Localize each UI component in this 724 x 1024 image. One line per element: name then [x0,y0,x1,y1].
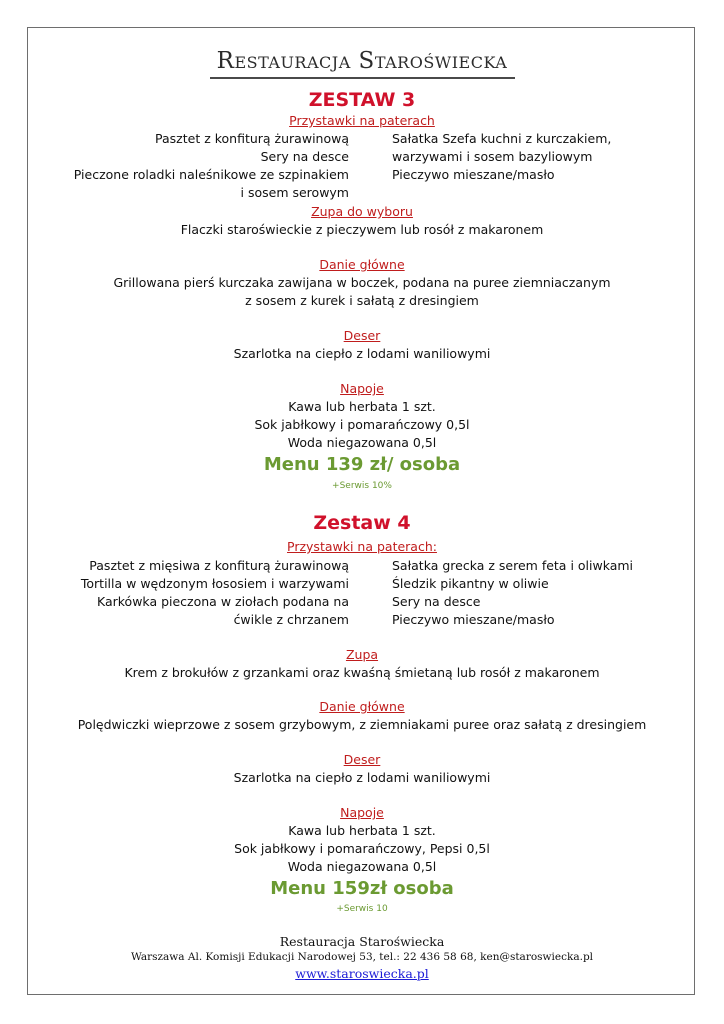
set3-appetizer-left-4: i sosem serowym [240,185,349,200]
set4-drink-2: Sok jabłkowy i pomarańczowy, Pepsi 0,5l [234,841,490,856]
set4-dessert-header: Deser [343,752,381,767]
set4-appetizer-right-3: Sery na desce [392,594,481,609]
set3-appetizer-right-3: Pieczywo mieszane/masło [392,167,555,182]
footer-restaurant-name: Restauracja Staroświecka [279,934,445,949]
set3-appetizer-right-1: Sałatka Szefa kuchni z kurczakiem, [392,131,612,146]
set4-appetizer-right-1: Sałatka grecka z serem feta i oliwkami [392,558,634,573]
set4-appetizer-left-3: Karkówka pieczona w ziołach podana na [96,594,349,609]
set4-drink-3: Woda niegazowana 0,5l [287,859,437,874]
set4-appetizer-left-4: ćwikle z chrzanem [233,612,349,627]
set4-title: Zestaw 4 [313,512,411,534]
set4-drink-1: Kawa lub herbata 1 szt. [288,823,436,838]
set3-title: ZESTAW 3 [308,89,416,111]
set4-drinks-header: Napoje [340,805,384,820]
set3-drink-1: Kawa lub herbata 1 szt. [288,399,436,414]
set3-dessert-header: Deser [343,328,381,343]
set3-appetizer-left-3: Pieczone roladki naleśnikowe ze szpinakiem [73,167,349,182]
restaurant-logo: Restauracja Staroświecka [216,48,508,74]
set4-service: +Serwis 10 [336,904,388,914]
set3-drinks-header: Napoje [340,381,384,396]
set3-dessert: Szarlotka na ciepło z lodami waniliowymi [233,346,491,361]
set4-price: Menu 159zł osoba [270,878,454,899]
set4-appetizer-left-2: Tortilla w wędzonym łososiem i warzywami [80,576,349,591]
set3-main-line-2: z sosem z kurek i sałatą z dresingiem [245,293,479,308]
set3-price: Menu 139 zł/ osoba [263,454,461,475]
set4-main-header: Danie główne [319,699,405,714]
logo-underline [210,77,515,79]
set4-dessert: Szarlotka na ciepło z lodami waniliowymi [233,770,491,785]
set4-soup: Krem z brokułów z grzankami oraz kwaśną śmietaną lub rosół z makaronem [124,665,600,680]
set4-appetizer-left-1: Pasztet z mięsiwa z konfiturą żurawinową [89,558,349,573]
set3-drink-3: Woda niegazowana 0,5l [287,435,437,450]
set3-main-line-1: Grillowana pierś kurczaka zawijana w boczek, podana na puree ziemniaczanym [113,275,611,290]
set4-soup-header: Zupa [345,647,379,662]
set3-appetizers-header: Przystawki na paterach [289,113,435,128]
set3-soup-header: Zupa do wyboru [311,204,413,219]
set3-appetizer-left-2: Sery na desce [260,149,349,164]
set4-appetizer-right-4: Pieczywo mieszane/masło [392,612,555,627]
set3-service: +Serwis 10% [332,481,392,491]
set3-appetizer-right-2: warzywami i sosem bazyliowym [392,149,593,164]
set4-appetizers-header: Przystawki na paterach: [287,539,437,554]
set3-main-header: Danie główne [319,257,405,272]
footer-address: Warszawa Al. Komisji Edukacji Narodowej 53, tel.: 22 436 58 68, ken@staroswiecka.pl [130,951,594,963]
set3-soup: Flaczki staroświeckie z pieczywem lub rosół z makaronem [180,222,544,237]
set3-appetizer-left-1: Pasztet z konfiturą żurawinową [155,131,349,146]
set4-main: Polędwiczki wieprzowe z sosem grzybowym, z ziemniakami puree oraz sałatą z dresingiem [77,717,647,732]
footer-website-link[interactable]: www.staroswiecka.pl [295,966,429,981]
set3-drink-2: Sok jabłkowy i pomarańczowy 0,5l [254,417,470,432]
set4-appetizer-right-2: Śledzik pikantny w oliwie [392,576,549,591]
